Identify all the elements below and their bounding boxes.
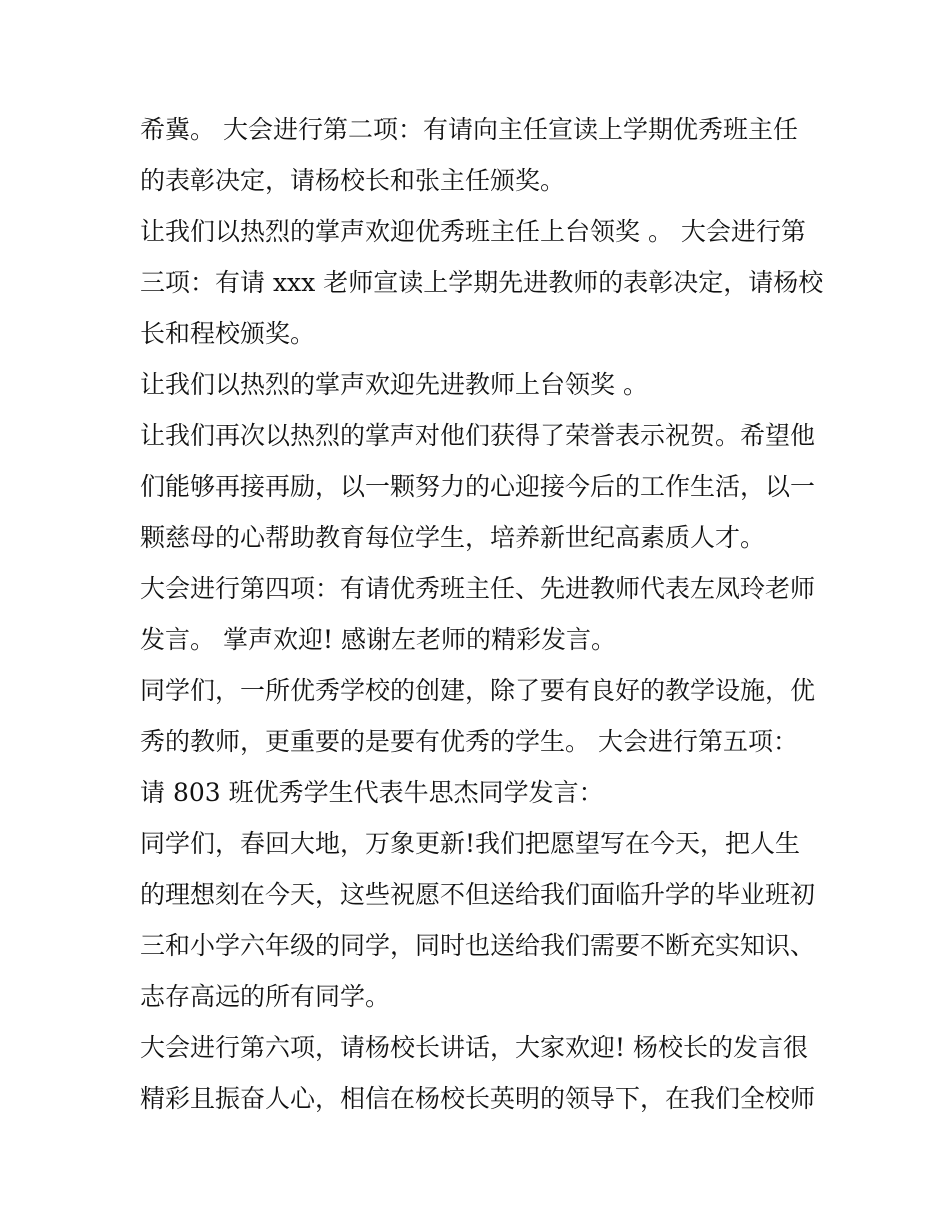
text-line: 让我们再次以热烈的掌声对他们获得了荣誉表示祝贺。希望他: [140, 421, 816, 450]
text-line: 让我们以热烈的掌声欢迎先进教师上台领奖 。: [140, 370, 648, 399]
text-line: 希冀。 大会进行第二项：有请向主任宣读上学期优秀班主任: [140, 115, 798, 144]
paragraph-4: [140, 410, 820, 563]
paragraph-2: [140, 206, 824, 359]
text-line: 发言。 掌声欢迎! 感谢左老师的精彩发言。: [140, 625, 616, 654]
document-body: [140, 104, 824, 1124]
text-line: 颗慈母的心帮助教育每位学生，培养新世纪高素质人才。: [140, 523, 766, 552]
text-line: 秀的教师，更重要的是要有优秀的学生。 大会进行第五项：: [140, 727, 798, 756]
text-line: 同学们，一所优秀学校的创建，除了要有良好的教学设施，优: [140, 676, 816, 705]
text-line: 大会进行第四项：有请优秀班主任、先进教师代表左凤玲老师: [140, 574, 816, 603]
text-line: 的表彰决定，请杨校长和张主任颁奖。: [140, 166, 566, 195]
text-line: 长和程校颁奖。: [140, 319, 316, 348]
text-line: 精彩且振奋人心，相信在杨校长英明的领导下，在我们全校师: [140, 1084, 816, 1113]
text-line: 三项：有请 xxx 老师宣读上学期先进教师的表彰决定，请杨校: [140, 268, 824, 297]
paragraph-5: [140, 563, 820, 665]
text-line: 大会进行第六项，请杨校长讲话，大家欢迎! 杨校长的发言很: [140, 1033, 808, 1062]
text-line: 志存高远的所有同学。: [140, 982, 391, 1011]
paragraph-3: [140, 359, 820, 410]
paragraph-7: [140, 818, 820, 1022]
paragraph-8: [140, 1022, 820, 1124]
text-line: 的理想刻在今天，这些祝愿不但送给我们面临升学的毕业班初: [140, 880, 816, 909]
text-line: 同学们，春回大地，万象更新!我们把愿望写在今天，把人生: [140, 829, 801, 858]
text-line: 们能够再接再励，以一颗努力的心迎接今后的工作生活，以一: [140, 472, 816, 501]
text-line: 让我们以热烈的掌声欢迎优秀班主任上台领奖 。 大会进行第: [140, 217, 806, 246]
paragraph-1: [140, 104, 820, 206]
paragraph-6: [140, 665, 820, 818]
text-line: 请 803 班优秀学生代表牛思杰同学发言：: [140, 778, 604, 807]
text-line: 三和小学六年级的同学，同时也送给我们需要不断充实知识、: [140, 931, 816, 960]
